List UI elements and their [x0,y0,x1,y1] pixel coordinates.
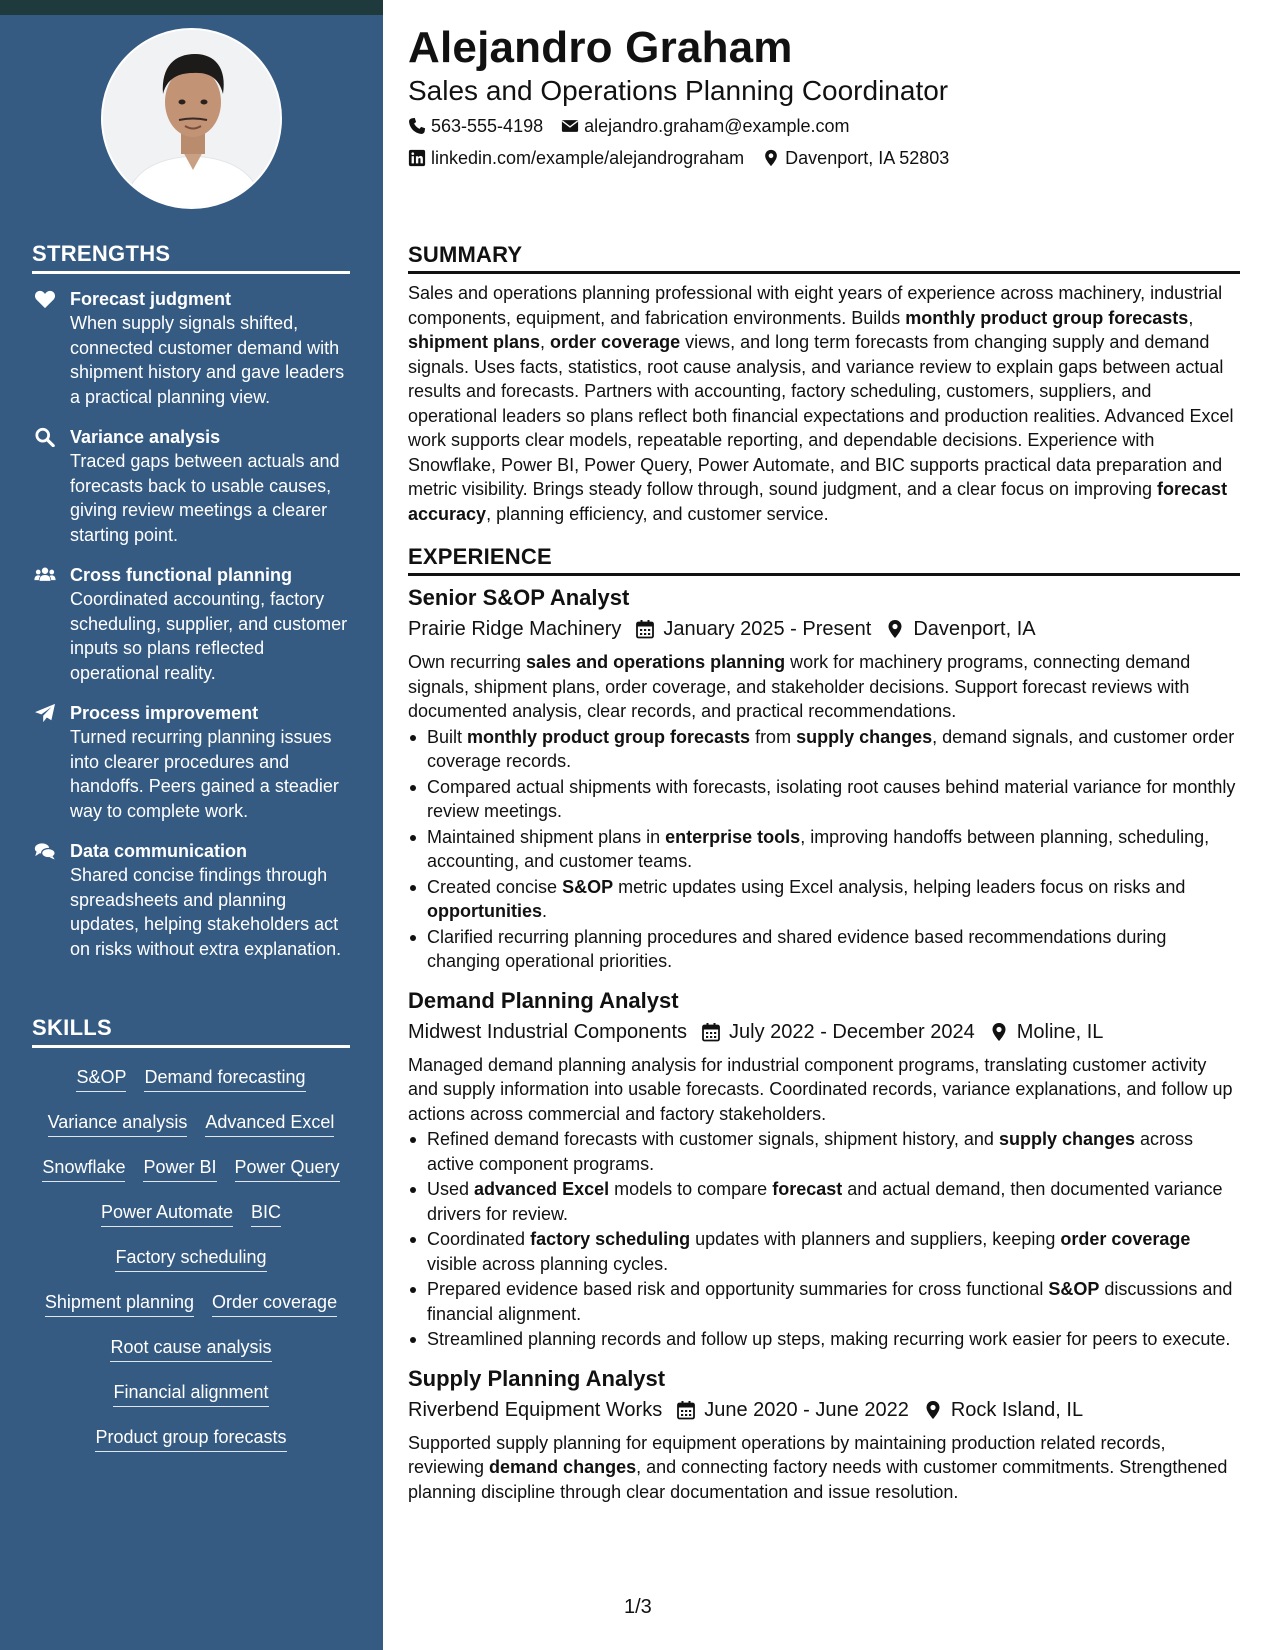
job-location-text: Rock Island, IL [950,1398,1084,1421]
calendar-icon [635,619,655,639]
job-bullet [408,725,1240,774]
sidebar-top-bar [0,0,383,15]
skills-row [32,1200,350,1245]
sidebar [0,15,383,1650]
skill-tag: Snowflake [42,1155,125,1182]
job-bullet [408,1127,1240,1176]
text-run: , demand signals, and customer order coverage records. [427,726,1235,771]
skill-tag: Variance analysis [48,1110,188,1137]
skills-row [32,1155,350,1200]
skill-tag: Power Query [235,1155,340,1182]
linkedin-icon [408,149,426,167]
strength-title: Data communication [70,841,248,861]
job-bullet [408,825,1240,874]
emphasis-text: shipment plans [408,332,541,352]
envelope-icon [561,117,579,135]
summary-heading: SUMMARY [408,242,1240,274]
skills-row [32,1380,350,1425]
page-number: 1/3 [624,1596,652,1618]
skill-tag: Financial alignment [113,1380,268,1407]
job-intro [408,1431,1240,1505]
emphasis-text: sales and operations planning [526,652,786,672]
job-bullet [408,1327,1240,1352]
text-run: . [542,901,548,921]
resume-header [408,22,1240,170]
linkedin-text: linkedin.com/example/alejandrograham [431,148,745,168]
skill-tag: Root cause analysis [110,1335,271,1362]
job-bullet [408,1227,1240,1276]
emphasis-text: monthly product group forecasts [905,307,1189,328]
job-meta [408,1017,1240,1047]
emphasis-text: monthly product group forecasts [467,726,751,747]
strength-item [32,839,352,961]
text-run: Created concise [427,876,563,897]
strength-description: Shared concise findings through spreadsheets and planning updates, helping stakeholders act on risks without extra explanation. [70,865,342,959]
skills-row [32,1425,350,1470]
text-run: models to compare [609,1179,773,1199]
contact-row [408,146,1240,170]
emphasis-text: enterprise tools [665,826,801,847]
strength-item [32,425,352,547]
text-run: metric updates using Excel analysis, helping leaders focus on risks and [613,876,1186,897]
skills-row [32,1335,350,1380]
job-location [885,614,1035,644]
skill-tag: Advanced Excel [205,1110,334,1137]
location-text: Davenport, IA 52803 [785,148,950,168]
job-meta [408,1395,1240,1425]
job-bullets [408,1127,1240,1352]
text-run: Maintained shipment plans in [427,826,666,847]
text-run: , improving handoffs between planning, scheduling, accounting, and customer teams. [427,826,1210,871]
text-run: Used [427,1179,475,1199]
email-text: alejandro.graham@example.com [584,116,850,136]
job-location [923,1395,1083,1425]
job-dates-text: January 2025 - Present [663,618,872,640]
text-run: discussions and financial alignment. [427,1279,1233,1324]
map-pin-icon [885,619,905,639]
contact-linkedin[interactable] [408,146,744,170]
map-pin-icon [923,1400,943,1420]
text-run: , [540,332,551,352]
job-location-text: Moline, IL [1016,1020,1104,1043]
job-company: Prairie Ridge Machinery [408,618,622,640]
strength-title: Cross functional planning [70,565,293,585]
job-bullet [408,925,1240,974]
contact-email[interactable] [561,114,849,138]
contact-phone [408,114,543,138]
text-run: views, and long term forecasts from changing supply and demand signals. Uses facts, statistics, root cause analysis, and variance review to explain gaps between actual results and forecasts. Partners with accounting, factory scheduling, customers, suppliers, and operational leaders so plans reflect both financial expectations and production realities. Advanced Excel work supports clear models, repeatable reporting, and dependable decisions. Experience with Snowflake, Power BI, Power Query, Power Automate, and BIC supports practical data preparation and metric visibility. Brings steady follow through, sound judgment, and a clear focus on improving [408,332,1234,499]
candidate-name: Alejandro Graham [408,23,793,72]
text-run: , planning efficiency, and customer service. [486,503,829,524]
emphasis-text: advanced Excel [474,1179,610,1199]
emphasis-text: factory scheduling [530,1229,691,1249]
job-bullets [408,725,1240,974]
job-role: Supply Planning Analyst [408,1365,666,1391]
text-run: Streamlined planning records and follow up steps, making recurring work easier for peers to execute. [427,1329,1231,1349]
job-dates [701,1017,975,1047]
text-run: , [1188,307,1194,328]
strength-description: Traced gaps between actuals and forecasts back to usable causes, giving review meetings a clearer starting point. [70,451,340,545]
text-run: Refined demand forecasts with customer signals, shipment history, and [427,1129,999,1149]
job-company: Riverbend Equipment Works [408,1398,663,1421]
text-run: , and connecting factory needs with customer commitments. Strengthened planning discipline through clear documentation and issue resolution. [408,1457,1228,1502]
emphasis-text: supply changes [998,1129,1135,1149]
skills-row [32,1065,350,1110]
job-intro [408,1053,1240,1127]
map-pin-icon [989,1022,1009,1042]
text-run: Built [427,726,468,747]
job-intro [408,650,1240,724]
emphasis-text: forecast accuracy [408,479,1228,524]
text-run: Compared actual shipments with forecasts, isolating root causes behind material variance for monthly review meetings. [427,776,1236,821]
text-run: Coordinated [427,1229,531,1249]
experience-heading: EXPERIENCE [408,544,1240,576]
skill-tag: Product group forecasts [95,1425,286,1452]
text-run: Managed demand planning analysis for industrial component programs, translating customer activity and supply information into usable forecasts. Coordinated records, variance explanations, and follow up actions across commercial and factory stakeholders. [408,1054,1233,1124]
emphasis-text: order coverage [550,332,681,352]
job-entry [408,986,1240,1352]
emphasis-text: demand changes [489,1457,637,1477]
text-run: work for machinery programs, connecting demand signals, shipment plans, order coverage, and stakeholder decisions. Support forecast reviews with documented analysis, clear records, and practical recommendations. [408,652,1191,721]
users-icon [34,565,56,585]
text-run: Prepared evidence based risk and opportunity summaries for cross functional [427,1279,1049,1299]
job-location [989,1017,1104,1047]
experience-list [408,583,1240,1516]
job-dates [635,614,871,644]
job-meta [408,614,1240,644]
calendar-icon [676,1400,696,1420]
text-run: and actual demand, then documented variance drivers for review. [427,1179,1223,1224]
job-company: Midwest Industrial Components [408,1020,688,1043]
job-entry [408,583,1240,974]
strength-description: When supply signals shifted, connected customer demand with shipment history and gave leaders a practical planning view. [70,313,345,407]
emphasis-text: forecast [772,1179,843,1199]
text-run: from [750,726,797,747]
strength-item [32,287,352,409]
emphasis-text: opportunities [427,901,542,921]
skills-row [32,1245,350,1290]
skill-tag: BIC [251,1200,281,1227]
job-dates [676,1395,909,1425]
strength-title: Process improvement [70,703,259,723]
text-run: Sales and operations planning professional with eight years of experience across machinery, industrial components, equipment, and fabrication environments. Builds [408,283,1223,328]
phone-icon [408,117,426,135]
search-icon [34,427,56,447]
skill-tag: S&OP [76,1065,126,1092]
job-role: Senior S&OP Analyst [408,585,630,610]
emphasis-text: S&OP [1048,1279,1100,1299]
text-run: visible across planning cycles. [427,1253,669,1274]
text-run: Clarified recurring planning procedures and shared evidence based recommendations during changing operational priorities. [427,926,1167,971]
skill-tag: Power Automate [101,1200,233,1227]
profile-photo [101,28,282,209]
skill-tag: Factory scheduling [115,1245,266,1272]
candidate-title: Sales and Operations Planning Coordinator [408,75,949,106]
strength-item [32,563,352,685]
phone-text: 563-555-4198 [431,116,544,136]
job-dates-text: June 2020 - June 2022 [704,1398,909,1421]
skill-tag: Shipment planning [45,1290,194,1317]
skill-tag: Order coverage [212,1290,337,1317]
text-run: Own recurring [408,652,527,672]
skills-row [32,1110,350,1155]
emphasis-text: supply changes [796,726,933,747]
text-run: Supported supply planning for equipment operations by maintaining production related records, reviewing [408,1432,1166,1477]
comments-icon [34,841,56,861]
text-run: across active component programs. [427,1129,1194,1174]
strength-title: Variance analysis [70,427,221,447]
calendar-icon [701,1022,721,1042]
skill-tag: Power BI [143,1155,216,1182]
strength-item [32,701,352,823]
job-bullet [408,875,1240,924]
job-bullet [408,1277,1240,1326]
strength-title: Forecast judgment [70,289,232,309]
emphasis-text: order coverage [1060,1229,1191,1249]
contact-location [762,146,949,170]
heart-icon [34,289,56,309]
strength-description: Turned recurring planning issues into clearer procedures and handoffs. Peers gained a steadier way to complete work. [70,727,339,821]
job-bullet [408,775,1240,824]
skills-row [32,1290,350,1335]
strength-description: Coordinated accounting, factory scheduling, supplier, and customer inputs so plans reflected operational reality. [70,589,348,683]
summary-text [408,281,1240,526]
skills-heading: SKILLS [32,1015,350,1048]
text-run: updates with planners and suppliers, keeping [690,1229,1061,1249]
skills-list [32,1065,350,1470]
skill-tag: Demand forecasting [144,1065,305,1092]
job-role: Demand Planning Analyst [408,987,679,1013]
contact-row [408,114,1240,138]
job-dates-text: July 2022 - December 2024 [729,1020,975,1043]
strengths-heading: STRENGTHS [32,241,350,274]
job-bullet [408,1177,1240,1226]
paper-plane-icon [34,703,56,723]
job-entry [408,1364,1240,1505]
strengths-list [32,287,352,977]
map-pin-icon [762,149,780,167]
job-location-text: Davenport, IA [913,618,1036,640]
emphasis-text: S&OP [562,876,614,897]
